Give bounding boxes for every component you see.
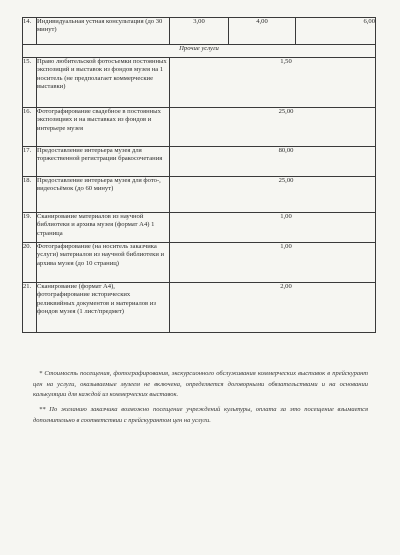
- price-cell: [170, 243, 376, 283]
- row-number: 17.: [23, 147, 37, 177]
- table-row: [23, 147, 376, 177]
- row-number: 16.: [23, 108, 37, 147]
- table-row: [23, 213, 376, 243]
- row-number: 21.: [23, 283, 37, 333]
- service-name: Предоставление интерьера музея для фото-, видеосъёмок (до 60 минут): [37, 177, 170, 213]
- price-value: 25,00: [278, 177, 294, 184]
- section-row: [23, 45, 376, 58]
- price-cell: [170, 283, 376, 333]
- row-number: 14.: [23, 18, 37, 45]
- row-number: 15.: [23, 58, 37, 108]
- price-value: 80,00: [278, 147, 294, 154]
- price-value: 1,00: [280, 213, 292, 220]
- price-cell: 6,00: [296, 18, 376, 45]
- footnote-2: ** По желанию заказчика возможно посещение учреждений культуры, оплата за это посещение взымается дополнительно в соответствии с прейскурантом цен на услуги.: [33, 406, 368, 424]
- footnotes: [33, 369, 368, 427]
- price-cell: 3,00: [170, 18, 229, 45]
- service-name: Предоставление интерьера музея для торжественной регистрации бракосочетания: [37, 147, 170, 177]
- price-cell: [170, 213, 376, 243]
- price-cell: 4,00: [229, 18, 296, 45]
- row-number: 20.: [23, 243, 37, 283]
- table-row: [23, 58, 376, 108]
- row-number: 18.: [23, 177, 37, 213]
- table-row: [23, 283, 376, 333]
- service-name: Индивидуальная устная консультация (до 30 минут): [37, 18, 170, 45]
- row-number: 19.: [23, 213, 37, 243]
- price-value: 1,00: [280, 243, 292, 250]
- price-value: 25,00: [278, 108, 294, 115]
- table-row: [23, 243, 376, 283]
- price-list-table: [22, 17, 376, 333]
- service-name: Право любительской фотосъемки постоянных экспозиций и выставок из фондов музея на 1 носитель (не предполагает коммерческие выставки): [37, 58, 170, 108]
- service-name: Фотографирование (на носитель заказчика услуги) материалов из научной библиотеки и архива музея (до 10 страниц): [37, 243, 170, 283]
- price-cell: [170, 177, 376, 213]
- price-cell: [170, 58, 376, 108]
- price-cell: [170, 147, 376, 177]
- price-cell: [170, 108, 376, 147]
- service-name: Фотографирование свадебное в постоянных экспозициях и на выставках из фондов и интерьере музея: [37, 108, 170, 147]
- section-title: Прочие услуги: [23, 45, 376, 58]
- service-name: Сканирование (формат А4), фотографирование исторических реликвийных документов и материалов из фондов музея (1 лист/предмет): [37, 283, 170, 333]
- price-value: 2,00: [280, 283, 292, 290]
- price-value: 1,50: [280, 58, 292, 65]
- table-row: [23, 18, 376, 45]
- footnote-1: * Стоимость посещения, фотографирования, экскурсионного обслуживания коммерческих выставок в прейскурант цен на услуги, оказываемые музеем не включена, определяется договорными обязательствами и на основании калькуляции для каждой из коммерческих выставок.: [33, 370, 368, 399]
- table-row: [23, 177, 376, 213]
- service-name: Сканирование материалов из научной библиотеки и архива музея (формат А4) 1 страница: [37, 213, 170, 243]
- table-row: [23, 108, 376, 147]
